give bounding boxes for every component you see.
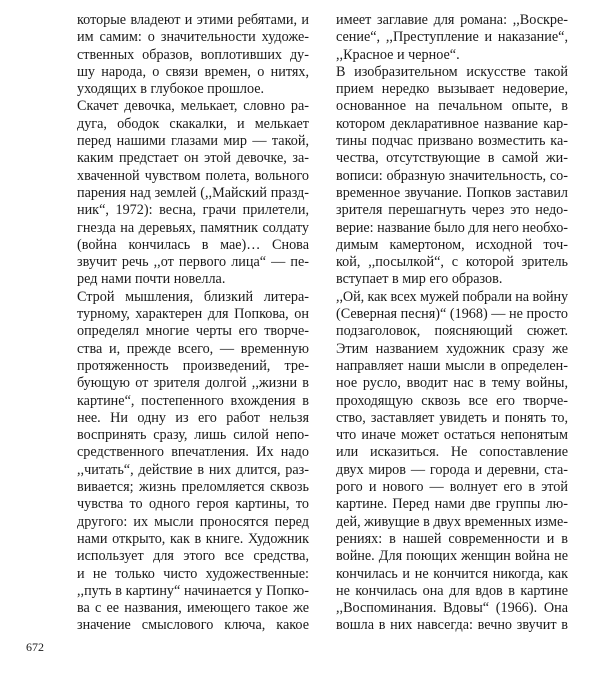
text-line: ,,путь в картину“ начинается у Попко- — [77, 582, 309, 599]
text-line: временное звучание. Попков заставил — [336, 184, 568, 201]
text-line: чувства то одного героя картины, то — [77, 496, 309, 513]
text-line: рениях: в нашей современности и в — [336, 530, 568, 547]
text-line: дуга, ободок скакалки, и мелькает — [77, 115, 309, 132]
text-line: и не только чисто художественные: — [77, 565, 309, 582]
text-line: (война кончилась в мае)… Снова — [77, 236, 309, 253]
page-number: 672 — [26, 640, 44, 654]
text-line: кой, ,,посылкой“, с которой зритель — [336, 254, 568, 271]
text-line: нами открыто, как в книге. Художник — [77, 530, 309, 547]
text-line: или исказиться. Не сопоставление — [336, 444, 568, 461]
text-line: Скачет девочка, мелькает, словно ра- — [77, 98, 309, 115]
text-line: нее. Ни одну из его работ нельзя — [77, 409, 309, 426]
text-line: ва с ее названия, имеющего такое же — [77, 600, 309, 617]
text-line: котором декларативное название кар- — [336, 115, 568, 132]
text-line: направляет наши мысли в определен- — [336, 357, 568, 374]
text-line: ства и, прежде всего, — временную — [77, 340, 309, 357]
text-line: войне. Для поющих женщин война не — [336, 548, 568, 565]
text-line: картине“, постепенного вхождения в — [77, 392, 309, 409]
text-line: бующую от зрителя долгой ,,жизни в — [77, 375, 309, 392]
text-line: значение смыслового ключа, какое — [77, 617, 309, 634]
text-line: уходящих в глубокое прошлое. — [77, 81, 265, 98]
text-line: протяженность произведений, тре- — [77, 357, 309, 374]
text-line: звучит речь ,,от первого лица“ — пе- — [77, 254, 309, 271]
text-line: ред нами почти новелла. — [77, 271, 226, 288]
text-line: ное русло, вводит нас в тему войны, — [336, 375, 568, 392]
text-line: перед нашими глазами мир — такой, — [77, 133, 309, 150]
text-line: (Северная песня)“ (1968) — не просто — [336, 306, 568, 323]
text-line: проходящую сквозь все его творче- — [336, 392, 568, 409]
text-line: вописи: образную значительность, со- — [336, 167, 568, 184]
text-line: ник“, 1972): весна, грачи прилетели, — [77, 202, 309, 219]
right-text-column — [336, 12, 568, 635]
text-line: определял многие черты его творче- — [77, 323, 309, 340]
text-line: хваченной чувством полета, вольного — [77, 167, 309, 184]
text-line: гнезда на деревьях, памятник солдату — [77, 219, 309, 236]
text-line: не кончилась она для вдов в картине — [336, 582, 568, 599]
text-line: каким предстает он этой девочке, за- — [77, 150, 309, 167]
text-line: дей, живущие в двух временных изме- — [336, 513, 568, 530]
text-line: использует для этого все средства, — [77, 548, 309, 565]
text-line: вступает в мир его образов. — [336, 271, 503, 288]
text-line: ,,читать“, действие в них длится, раз- — [77, 461, 309, 478]
left-text-column — [77, 12, 309, 635]
text-line: ,,Красное и черное“. — [336, 46, 460, 63]
text-line: кончилась и не кончится никогда, как — [336, 565, 568, 582]
text-line: турному, характерен для Попкова, он — [77, 306, 309, 323]
text-line: что иначе может остаться непонятым — [336, 427, 568, 444]
text-line: картине. Перед нами две группы лю- — [336, 496, 568, 513]
text-line: верие: название было для него необхо- — [336, 219, 568, 236]
text-line: ственных образов, воплотивших ду- — [77, 46, 309, 63]
text-line: ство, заставляет увидеть и понять то, — [336, 409, 568, 426]
text-line: тины подчас призвано возместить ка- — [336, 133, 568, 150]
text-line: подзаголовок, поясняющий сюжет. — [336, 323, 568, 340]
text-line: вивается; жизнь преломляется сквозь — [77, 479, 309, 496]
text-line: двух миров — города и деревни, ста- — [336, 461, 568, 478]
text-line: прием нередко вызывает недоверие, — [336, 81, 568, 98]
text-line: чества, отсутствующие в самой жи- — [336, 150, 568, 167]
text-line: основанное на печальном опыте, в — [336, 98, 568, 115]
text-line: вошла в них навсегда: вечно звучит в — [336, 617, 568, 634]
text-line: Этим названием художник сразу же — [336, 340, 568, 357]
text-line: зрителя перешагнуть через это недо- — [336, 202, 568, 219]
text-line: рого и нового — волнует его в этой — [336, 479, 568, 496]
text-line: другого: их мысли проносятся перед — [77, 513, 309, 530]
text-line: парения над землей (,,Майский празд- — [77, 184, 309, 201]
text-line: сение“, ,,Преступление и наказание“, — [336, 29, 568, 46]
text-line: имеет заглавие для романа: ,,Воскре- — [336, 12, 568, 28]
text-line: которые владеют и этими ребятами, и — [77, 12, 309, 28]
text-line: им самим: о значительности художе- — [77, 29, 309, 46]
text-line: воспринять сразу, лишь силой непо- — [77, 427, 309, 444]
text-line: ,,Ой, как всех мужей побрали на войну — [336, 288, 568, 305]
text-line: средственного впечатления. Их надо — [77, 444, 309, 461]
text-line: ,,Воспоминания. Вдовы“ (1966). Она — [336, 600, 568, 617]
text-line: шу народа, о связи времен, о нитях, — [77, 63, 309, 80]
text-line: В изобразительном искусстве такой — [336, 63, 568, 80]
text-line: Строй мышления, близкий литера- — [77, 288, 309, 305]
text-line: димым камертоном, исходной точ- — [336, 236, 568, 253]
